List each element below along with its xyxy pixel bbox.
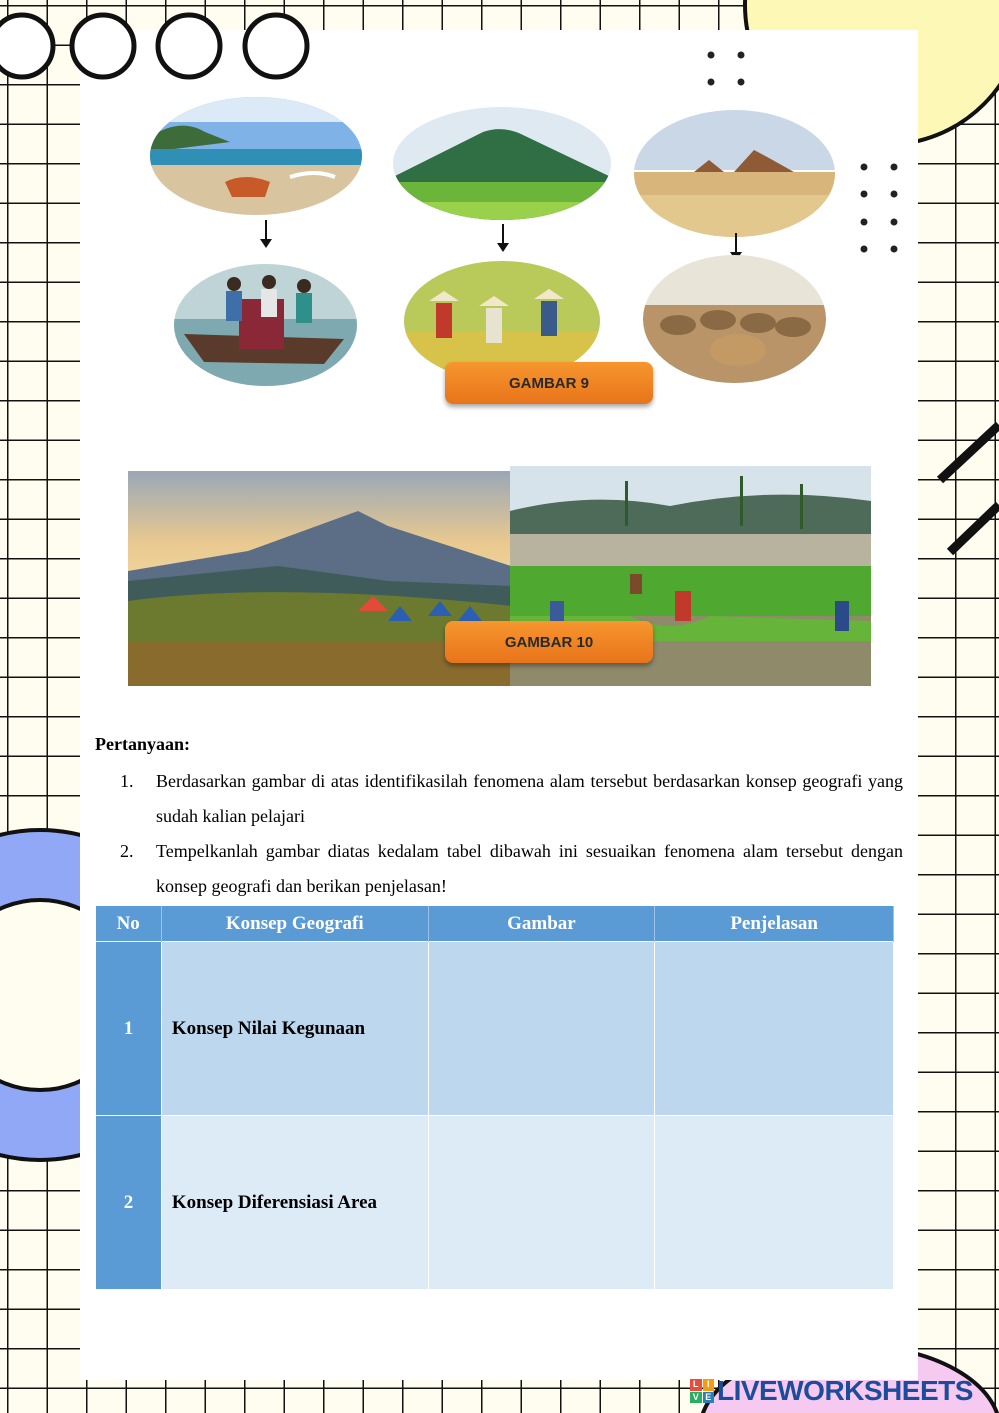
header-no: No <box>96 906 162 942</box>
question-item <box>120 834 903 904</box>
arrow-down-icon <box>265 220 267 246</box>
table-row <box>96 1116 894 1290</box>
table-row <box>96 942 894 1116</box>
question-text: Tempelkanlah gambar diatas kedalam tabel dibawah ini sesuaikan fenomena alam tersebut dengan konsep geografi dan berikan penjelasan! <box>156 841 903 896</box>
concept-cell: Konsep Diferensiasi Area <box>161 1116 428 1290</box>
gambar-10-label: GAMBAR 10 <box>445 621 653 663</box>
table-header-row <box>96 906 894 942</box>
concept-table <box>95 906 894 1290</box>
beach-photo <box>150 97 362 215</box>
liveworksheets-wordmark: LIVEWORKSHEETS <box>717 1375 973 1406</box>
concept-cell: Konsep Nilai Kegunaan <box>161 942 428 1116</box>
question-number: 2. <box>120 841 134 861</box>
header-gambar: Gambar <box>428 906 655 942</box>
desert-photo <box>634 110 835 237</box>
question-text: Berdasarkan gambar di atas identifikasilah fenomena alam tersebut berdasarkan konsep geografi yang sudah kalian pelajari <box>156 771 903 826</box>
row-number: 1 <box>96 942 162 1116</box>
question-number: 1. <box>120 771 134 791</box>
camel-herd-photo <box>643 255 826 383</box>
row-number: 2 <box>96 1116 162 1290</box>
question-item <box>120 764 903 834</box>
questions-list <box>120 764 903 904</box>
liveworksheets-logo-icon: L I V E <box>690 1379 714 1403</box>
image-drop-cell[interactable] <box>428 942 655 1116</box>
arrow-down-icon <box>502 224 504 250</box>
fishermen-photo <box>174 264 357 386</box>
image-drop-cell[interactable] <box>428 1116 655 1290</box>
mountain-ricefield-photo <box>393 107 611 220</box>
questions-title: Pertanyaan: <box>95 734 190 754</box>
explanation-cell[interactable] <box>655 942 894 1116</box>
gambar-9-label: GAMBAR 9 <box>445 362 653 404</box>
liveworksheets-logo <box>690 1375 973 1407</box>
header-konsep-geografi: Konsep Geografi <box>161 906 428 942</box>
header-penjelasan: Penjelasan <box>655 906 894 942</box>
explanation-cell[interactable] <box>655 1116 894 1290</box>
